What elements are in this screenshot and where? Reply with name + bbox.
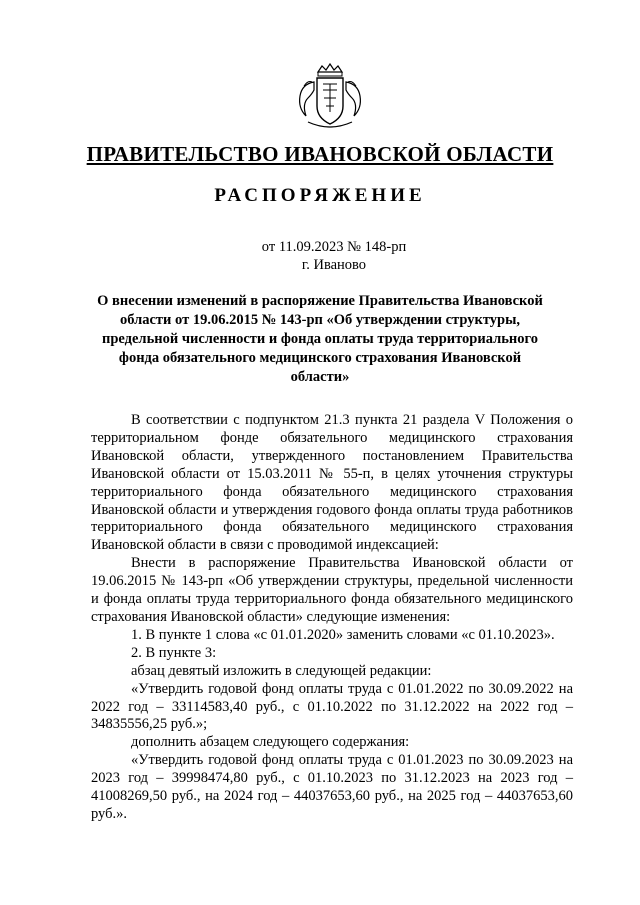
date-number: от 11.09.2023 № 148-рп	[261, 239, 407, 255]
paragraph: «Утвердить годовой фонд оплаты труда с 01.01.2022 по 30.09.2022 на 2022 год – 33114583,40 руб., с 01.10.2022 по 31.12.2022 на 2022 год – 34835556,25 руб.»;	[91, 680, 573, 733]
city: г. Иваново	[301, 257, 367, 273]
document-type: РАСПОРЯЖЕНИЕ	[214, 185, 426, 206]
paragraph: дополнить абзацем следующего содержания:	[131, 734, 410, 751]
paragraph: 2. В пункте 3:	[131, 644, 217, 661]
ivanovo-coat-of-arms-icon	[290, 62, 370, 130]
paragraph: абзац девятый изложить в следующей редакции:	[131, 662, 432, 679]
paragraph: 1. В пункте 1 слова «с 01.01.2020» заменить словами «с 01.10.2023».	[131, 626, 555, 643]
paragraph: В соответствии с подпунктом 21.3 пункта 21 раздела V Положения о территориальном фонде обязательного медицинского страхования Ивановской области, утвержденного постановлением Правительства Ивановской области от 15.03.2011 № 55-п, в целях уточнения структуры территориального фонда обязательного медицинского страхования Ивановской области и утверждения годового фонда оплаты труда работников территориального фонда обязательного медицинского страхования Ивановской области в связи с проводимой индексацией:	[91, 412, 573, 554]
document-subject: О внесении изменений в распоряжение Правительства Ивановской области от 19.06.2015 № 143-рп «Об утверждении структуры, предельной численности и фонда оплаты труда территориального фонда обязательного медицинского страхования Ивановской области»	[97, 293, 543, 385]
paragraph: «Утвердить годовой фонд оплаты труда с 01.01.2023 по 30.09.2023 на 2023 год – 39998474,80 руб., с 01.10.2023 по 31.12.2023 на 2023 год – 41008269,50 руб., на 2024 год – 44037653,60 руб., на 2025 год – 44037653,60 руб.».	[91, 752, 573, 822]
paragraph: Внести в распоряжение Правительства Ивановской области от 19.06.2015 № 143-рп «Об утверждении структуры, предельной численности и фонда оплаты труда территориального фонда обязательного медицинского страхования Ивановской области» следующие изменения:	[91, 555, 573, 625]
document-body	[91, 412, 573, 824]
document-meta	[0, 238, 640, 274]
organization-title: ПРАВИТЕЛЬСТВО ИВАНОВСКОЙ ОБЛАСТИ	[86, 142, 554, 166]
